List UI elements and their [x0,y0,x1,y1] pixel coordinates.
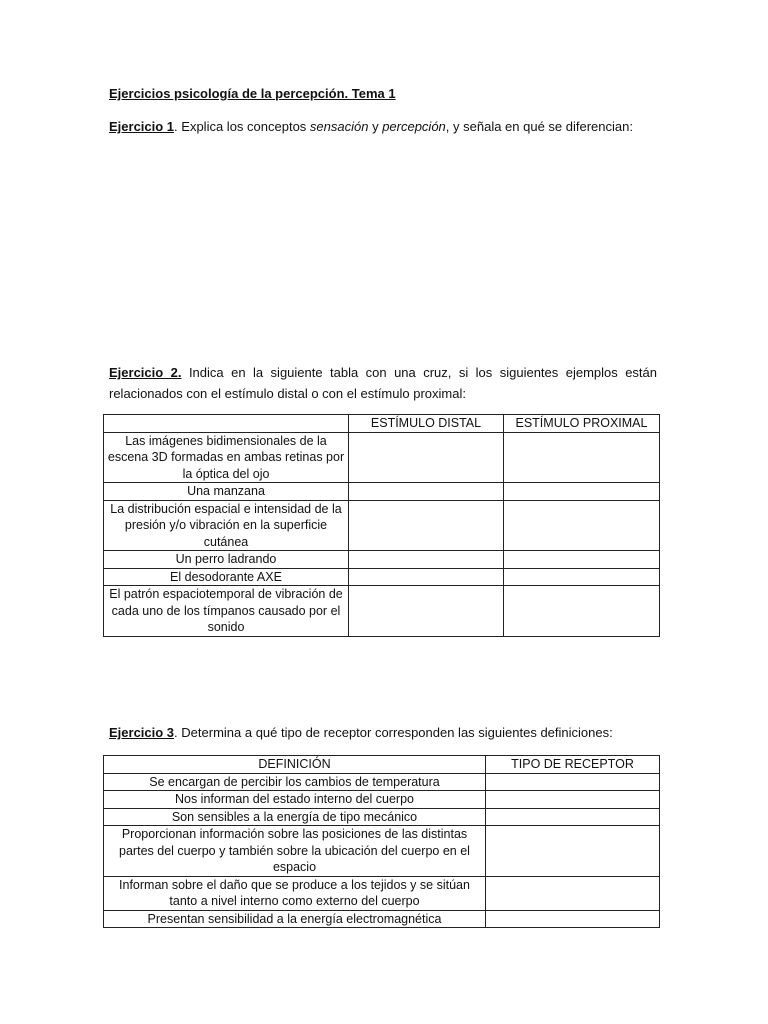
receptor-type-answer-cell[interactable] [486,773,660,791]
exercise-1-text-b: y [368,119,383,134]
stimulus-example: El desodorante AXE [104,568,349,586]
receptor-definition: Informan sobre el daño que se produce a los tejidos y se sitúan tanto a nivel interno como externo del cuerpo [104,876,486,910]
exercise-3-label: Ejercicio 3 [109,725,175,740]
distal-answer-cell[interactable] [349,568,504,586]
distal-answer-cell[interactable] [349,586,504,637]
exercise-3-dot: . [174,725,178,740]
document-title: Ejercicios psicología de la percepción. Tema 1 [109,86,396,101]
distal-answer-cell[interactable] [349,551,504,569]
receptor-definition: Presentan sensibilidad a la energía electromagnética [104,910,486,928]
table-row [104,808,660,826]
stimulus-header-proximal: ESTÍMULO PROXIMAL [504,415,660,433]
receptor-type-answer-cell[interactable] [486,791,660,809]
receptor-header-type: TIPO DE RECEPTOR [486,756,660,774]
stimulus-table-header-row [104,415,660,433]
exercise-1-text-a: Explica los conceptos [177,119,310,134]
receptor-definition: Proporcionan información sobre las posiciones de las distintas partes del cuerpo y también sobre la ubicación del cuerpo en el espacio [104,826,486,877]
table-row [104,500,660,551]
stimulus-header-distal: ESTÍMULO DISTAL [349,415,504,433]
receptor-definition: Se encargan de percibir los cambios de temperatura [104,773,486,791]
stimulus-example: Las imágenes bidimensionales de la escena 3D formadas en ambas retinas por la óptica del ojo [104,432,349,483]
proximal-answer-cell[interactable] [504,500,660,551]
receptor-type-answer-cell[interactable] [486,876,660,910]
receptor-type-answer-cell[interactable] [486,808,660,826]
exercise-1-prompt [109,116,633,137]
table-row [104,586,660,637]
exercise-1-term-perception: percepción [382,119,446,134]
distal-answer-cell[interactable] [349,432,504,483]
receptor-table-header-row [104,756,660,774]
stimulus-header-blank [104,415,349,433]
receptor-definition: Nos informan del estado interno del cuerpo [104,791,486,809]
table-row [104,483,660,501]
exercise-3-prompt [109,722,613,743]
table-row [104,910,660,928]
receptor-definition: Son sensibles a la energía de tipo mecánico [104,808,486,826]
table-row [104,551,660,569]
stimulus-example: Una manzana [104,483,349,501]
proximal-answer-cell[interactable] [504,568,660,586]
table-row [104,876,660,910]
exercise-1-text-c: , y señala en qué se diferencian: [445,119,633,134]
receptor-table [103,755,660,928]
table-row [104,791,660,809]
stimulus-example: Un perro ladrando [104,551,349,569]
table-row [104,432,660,483]
exercise-1-label: Ejercicio 1 [109,119,175,134]
exercise-2-label: Ejercicio 2. [109,365,182,380]
exercise-2-text: Indica en la siguiente tabla con una cruz, si los siguientes ejemplos están relacionados con el estímulo distal o con el estímulo proximal: [109,365,657,401]
exercise-2-prompt [109,362,657,404]
distal-answer-cell[interactable] [349,500,504,551]
table-row [104,773,660,791]
proximal-answer-cell[interactable] [504,586,660,637]
proximal-answer-cell[interactable] [504,432,660,483]
stimulus-table [103,414,660,637]
exercise-1-term-sensation: sensación [309,119,369,134]
exercise-1-dot: . [174,119,178,134]
receptor-header-definition: DEFINICIÓN [104,756,486,774]
proximal-answer-cell[interactable] [504,551,660,569]
distal-answer-cell[interactable] [349,483,504,501]
table-row [104,568,660,586]
exercise-3-text: Determina a qué tipo de receptor corresponden las siguientes definiciones: [177,725,613,740]
receptor-type-answer-cell[interactable] [486,910,660,928]
table-row [104,826,660,877]
stimulus-example: La distribución espacial e intensidad de la presión y/o vibración en la superficie cutánea [104,500,349,551]
stimulus-example: El patrón espaciotemporal de vibración de cada uno de los tímpanos causado por el sonido [104,586,349,637]
proximal-answer-cell[interactable] [504,483,660,501]
receptor-type-answer-cell[interactable] [486,826,660,877]
